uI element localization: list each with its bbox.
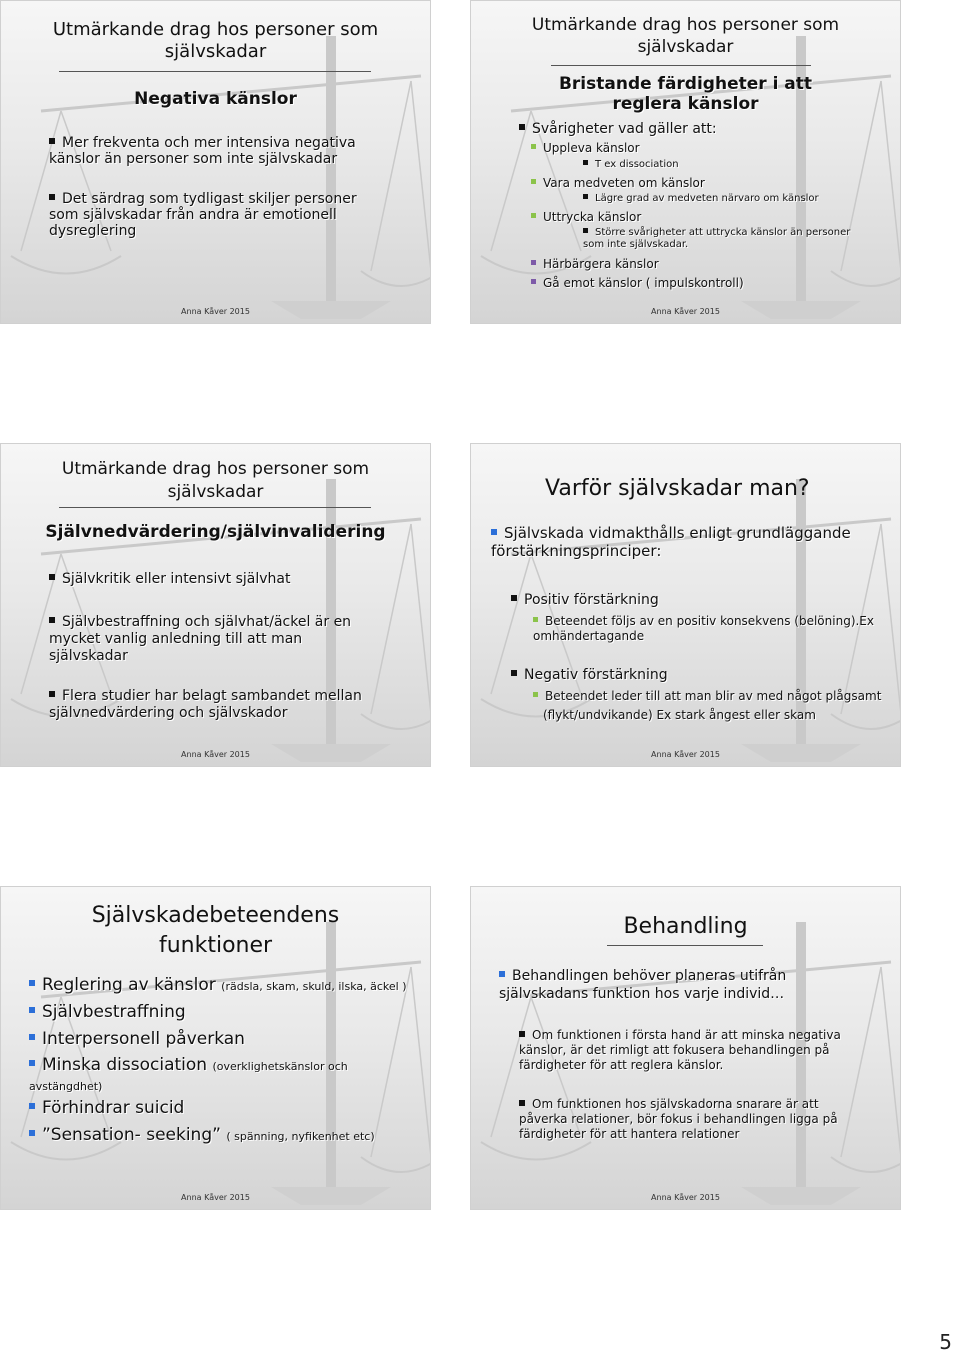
slide-subtitle: Självnedvärdering/självinvalidering (45, 522, 386, 542)
bullet-square-icon (29, 1007, 35, 1013)
bullet-item: Negativ förstärkning (511, 667, 668, 683)
slide-title: Utmärkande drag hos personer som självskadar (531, 15, 840, 57)
title-rule (59, 507, 371, 508)
bullet-square-icon (29, 1060, 35, 1066)
bullet-item: Om funktionen hos självskadorna snarare är att påverka relationer, bör fokus i behandlingen ligga på färdigheter för att hantera relationer (519, 1097, 838, 1141)
bullet-square-icon (491, 529, 497, 535)
title-rule (607, 945, 763, 946)
slide-title: Behandling (623, 914, 748, 939)
slide-footer: Anna Kåver 2015 (651, 1193, 720, 1202)
bullet-square-icon (49, 617, 55, 623)
slide-footer: Anna Kåver 2015 (651, 307, 720, 316)
list-item: Självbestraffning (29, 1002, 186, 1022)
bullet-item: Självbestraffning och självhat/äckel är en mycket vanlig anledning till att man självskadar (49, 614, 352, 664)
list-item: ”Sensation- seeking” ( spänning, nyfikenhet etc) (29, 1125, 419, 1147)
slide-title: Utmärkande drag hos personer som självskadar (61, 459, 370, 502)
bullet-item: Om funktionen i första hand är att minska negativa känslor, är det rimligt att fokusera behandlingen på färdigheter för att reglera känslor. (519, 1028, 841, 1072)
bullet-square-icon (49, 691, 55, 697)
bullet-item: Mer frekventa och mer intensiva negativa känslor än personer som inte självskadar (49, 135, 356, 167)
bullet-item: Beteendet följs av en positiv konsekvens (belöning).Ex omhändertagande (533, 614, 874, 643)
bullet-square-icon (583, 228, 588, 233)
title-rule (59, 71, 371, 72)
bullet-square-icon (29, 980, 35, 986)
bullet-square-icon (533, 692, 538, 697)
bullet-square-icon (531, 260, 536, 265)
slide-subtitle: Bristande färdigheter i att reglera känslor (558, 74, 813, 114)
slide-footer: Anna Kåver 2015 (181, 750, 250, 759)
slide-subtitle: Negativa känslor (134, 89, 297, 109)
bullet-item: Uttrycka känslor (531, 210, 641, 224)
bullet-item: Svårigheter vad gäller att: (519, 121, 879, 137)
bullet-square-icon (519, 1100, 525, 1106)
bullet-item: Flera studier har belagt sambandet mellan självnedvärdering och självskador (49, 688, 362, 721)
slide-title: Utmärkande drag hos personer som självskadar (52, 19, 379, 62)
bullet-item: Lägre grad av medveten närvaro om känslor (583, 193, 819, 204)
bullet-square-icon (531, 213, 536, 218)
page-number: 5 (939, 1330, 952, 1354)
list-item: Förhindrar suicid (29, 1098, 184, 1118)
bullet-square-icon (519, 124, 525, 130)
bullet-square-icon (49, 574, 55, 580)
bullet-item: Uppleva känslor (531, 141, 640, 155)
bullet-square-icon (499, 971, 505, 977)
bullet-item: Beteendet leder till att man blir av med något plågsamt (533, 689, 893, 704)
body-text: (flykt/undvikande) Ex stark ångest eller skam (543, 708, 816, 722)
bullet-item: T ex dissociation (583, 159, 679, 170)
bullet-square-icon (29, 1130, 35, 1136)
slide-3 (1, 444, 430, 766)
bullet-square-icon (49, 194, 55, 200)
bullet-square-icon (519, 1031, 525, 1037)
slide-5 (1, 887, 430, 1209)
slide-title: Självskadebeteendens funktioner (91, 903, 340, 958)
bullet-square-icon (583, 194, 588, 199)
bullet-square-icon (49, 138, 55, 144)
bullet-square-icon (531, 179, 536, 184)
slide-footer: Anna Kåver 2015 (181, 1193, 250, 1202)
bullet-item: Självkritik eller intensivt självhat (49, 571, 389, 588)
bullet-item: Positiv förstärkning (511, 592, 659, 608)
slide-2 (471, 1, 900, 323)
slide-6 (471, 887, 900, 1209)
slide-1 (1, 1, 430, 323)
bullet-square-icon (583, 160, 588, 165)
bullet-square-icon (531, 279, 536, 284)
bullet-square-icon (29, 1034, 35, 1040)
bullet-square-icon (531, 144, 536, 149)
bullet-square-icon (511, 670, 517, 676)
title-rule (551, 65, 811, 66)
slide-footer: Anna Kåver 2015 (651, 750, 720, 759)
slide-title: Varför självskadar man? (545, 476, 810, 501)
bullet-item: Härbärgera känslor (531, 257, 659, 271)
slide-4 (471, 444, 900, 766)
bullet-square-icon (29, 1103, 35, 1109)
list-item: Minska dissociation (overklighetskänslor och avstängdhet) (29, 1055, 348, 1093)
list-item: Reglering av känslor (rädsla, skam, skuld, ilska, äckel ) (29, 975, 419, 997)
slide-footer: Anna Kåver 2015 (181, 307, 250, 316)
bullet-item: Gå emot känslor ( impulskontroll) (531, 276, 744, 290)
bullet-item: Självskada vidmakthålls enligt grundläggande förstärkningsprinciper: (491, 524, 851, 560)
bullet-item: Det särdrag som tydligast skiljer personer som självskadar från andra är emotionell dysreglering (49, 191, 357, 239)
bullet-item: Vara medveten om känslor (531, 176, 705, 190)
bullet-item: Större svårigheter att uttrycka känslor än personer som inte självskadar. (583, 227, 851, 250)
bullet-item: Behandlingen behöver planeras utifrån självskadans funktion hos varje individ… (499, 968, 787, 1002)
bullet-square-icon (511, 595, 517, 601)
list-item: Interpersonell påverkan (29, 1029, 245, 1049)
bullet-square-icon (533, 617, 538, 622)
